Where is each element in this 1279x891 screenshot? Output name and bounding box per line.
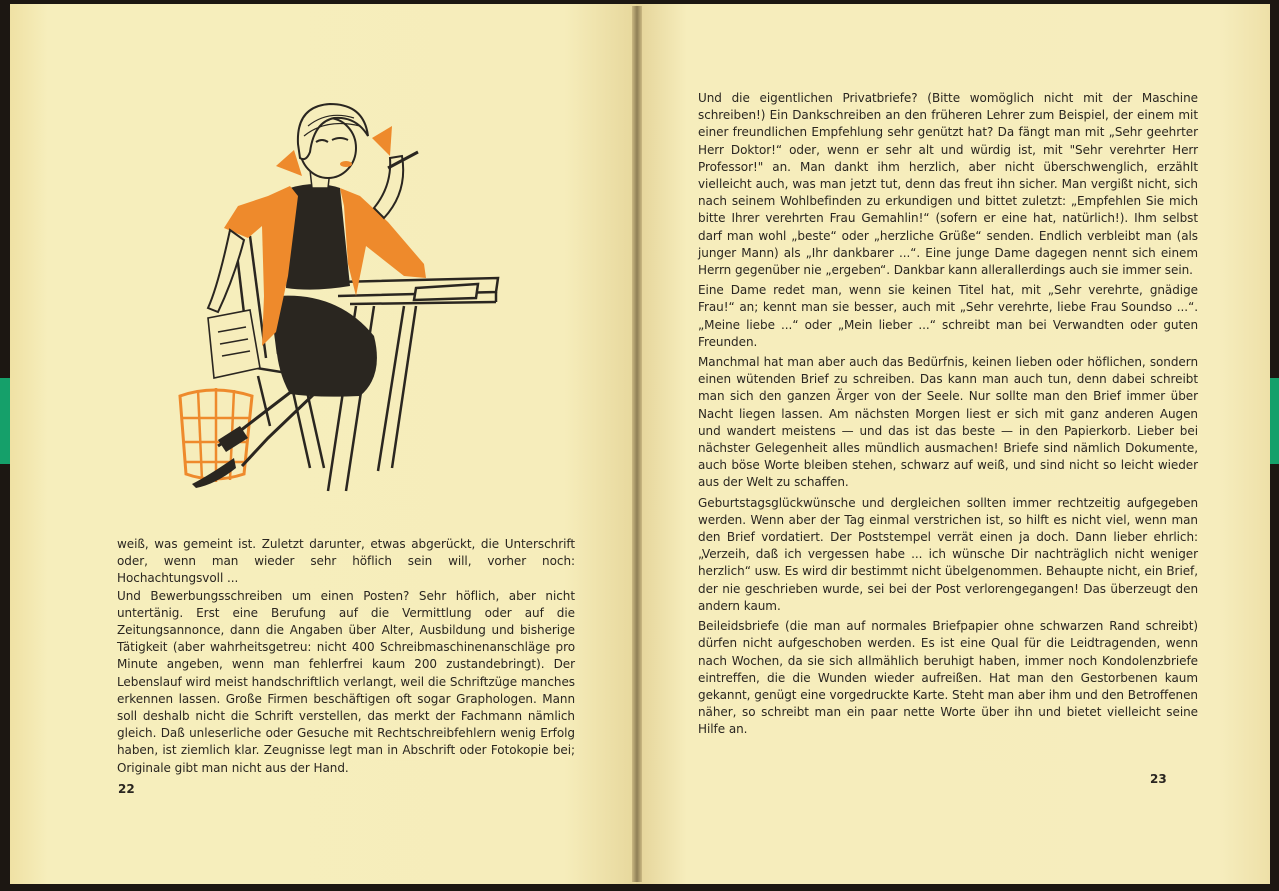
paragraph: Geburtstagsglückwünsche und dergleichen sollten immer rechtzeitig aufgegeben werden. Wenn aber der Tag einmal verstrichen ist, so hilft es nicht viel, wenn man den Brief vordatiert. Der Poststempel verrät einen ja doch. Dann lieber ehrlich: „Verzeih, daß ich vergessen habe ... ich wünsche Dir nachträglich nicht weniger herzlich“ usw. Es wird dir bestimmt nicht übelgenommen. Behaupte nicht, ein Brief, der nie geschrieben wurde, sei bei der Post verlorengegangen! Das überzeugt den andern kaum. bbox=[698, 495, 1198, 613]
woman-skirt bbox=[276, 296, 377, 397]
paragraph: Beileidsbriefe (die man auf normales Briefpapier ohne schwarzen Rand schreibt) dürfen nicht aufgeschoben werden. Es ist eine Qual für die Leidtragenden, wenn nach Wochen, da sie sich allmählich beruhigt haben, immer noch Kondolenzbriefe eintreffen, die die Wunden wieder aufreißen. Hat man den Gestorbenen kaum gekannt, genügt eine vorgedruckte Karte. Steht man aber ihm und den Betroffenen näher, so schreibt man ein paar nette Worte über ihn und bietet vielleicht seine Hilfe an. bbox=[698, 619, 1198, 737]
paragraph: Manchmal hat man aber auch das Bedürfnis, keinen lieben oder höflichen, sondern einen wütenden Brief zu schreiben. Das kann man auch tun, denn dabei schreibt man sich den ganzen Ärger von der Seele. Nur sollte man den Brief immer über Nacht liegen lassen. Am nächsten Morgen liest er sich mit ganz anderen Augen und wandert meistens — und das ist das beste — in den Papierkorb. Lieber bei nächster Gelegenheit alles mündlich ausmachen! Briefe sind nämlich Dokumente, auch böse Worte bleiben stehen, schwarz auf weiß, und sind nicht so leicht wieder aus der Welt zu schaffen. bbox=[698, 355, 1198, 490]
right-page-text bbox=[698, 90, 1198, 742]
hair-ribbon-right bbox=[372, 126, 392, 156]
page-number-left: 22 bbox=[118, 782, 135, 796]
woman-at-desk-illustration bbox=[178, 96, 518, 506]
right-page bbox=[636, 4, 1270, 884]
paragraph: Eine Dame redet man, wenn sie keinen Titel hat, mit „Sehr verehrte, gnädige Frau!“ an; kennt man sie besser, auch mit „Sehr verehrte, liebe Frau Soundso ...“. „Meine liebe ...“ oder „Mein lieber ...“ schreibt man bei Verwandten oder guten Freunden. bbox=[698, 283, 1198, 349]
letter-paper bbox=[208, 310, 260, 378]
paragraph: Und Bewerbungsschreiben um einen Posten? Sehr höflich, aber nicht untertänig. Erst eine Berufung auf die Vermittlung oder auf die Zeitungsannonce, dann die Angaben über Alter, Ausbildung und bisherige Tätigkeit (aber wahrheitsgetreu: nicht 400 Schreibmaschinenanschläge pro Minute angeben, wenn man fehlerfrei kaum 200 zustandebringt). Der Lebenslauf wird meist handschriftlich verlangt, weil die Schriftzüge manches erkennen lassen. Große Firmen beschäftigen oft sogar Graphologen. Mann soll deshalb nicht die Schrift verstellen, das merkt der Fachmann nämlich gleich. Daß unleserliche oder Gesuche mit Rechtschreibfehlern wenig Erfolg haben, ist ziemlich klar. Zeugnisse legt man in Abschrift oder Fotokopie bei; Originale gibt man nicht aus der Hand. bbox=[117, 588, 575, 775]
page-number-right: 23 bbox=[1150, 772, 1167, 786]
left-page bbox=[10, 4, 640, 884]
hair-ribbon-left bbox=[276, 150, 302, 176]
paragraph: Und die eigentlichen Privatbriefe? (Bitte womöglich nicht mit der Maschine schreiben!) Ein Dankschreiben an den früheren Lehrer zum Beispiel, der einem mit einer freundlichen Empfehlung sehr genützt hat? Da fängt man mit „Sehr geehrter Herr Doktor!“ oder, wenn er sehr alt und würdig ist, mit "Sehr verehrter Herr Professor!" an. Man dankt ihm herzlich, aber nicht überschwenglich, erzählt vielleicht auch, was man jetzt tut, denn das freut ihn sicher. Man vergißt nicht, sich nach seinem Wohlbefinden zu erkundigen und bittet zuletzt: „Empfehlen Sie mich bitte Ihrer verehrten Frau Gemahlin!“ (sofern er eine hat, natürlich!). Ihm selbst darf man wohl „beste“ oder „herzliche Grüße“ senden. Endlich verbleibt man (als junger Mann) als „Ihr dankbarer ...“. Eine junge Dame dagegen nennt sich einem Herrn gegenüber nie „ergeben“. Dankbar kann allerallerdings auch sie immer sein. bbox=[698, 91, 1198, 278]
woman-raised-arm bbox=[374, 156, 403, 218]
book-gutter bbox=[632, 6, 642, 882]
paragraph: weiß, was gemeint ist. Zuletzt darunter, etwas abgerückt, die Unterschrift oder, wenn man wieder sehr höflich sein will, vorher noch: Hochachtungsvoll ... bbox=[117, 537, 575, 586]
left-page-text bbox=[117, 536, 575, 777]
